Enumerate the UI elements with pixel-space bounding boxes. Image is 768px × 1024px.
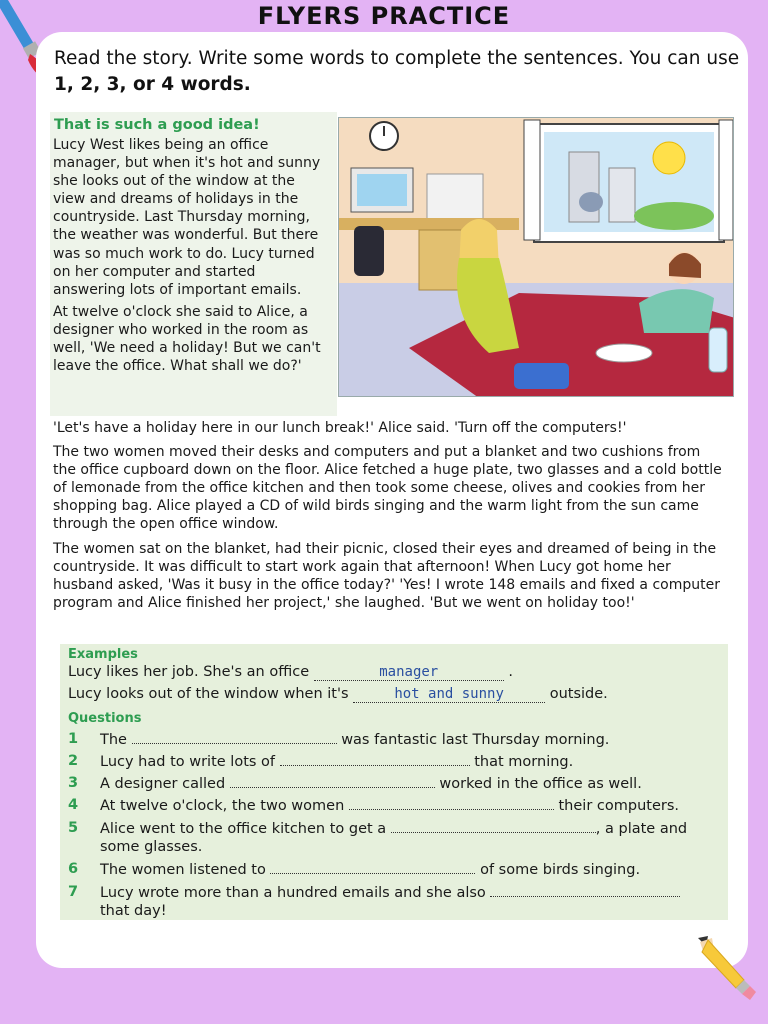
question-4-number: 4 (68, 797, 79, 813)
question-3-number: 3 (68, 775, 79, 791)
question-1-blank[interactable] (132, 731, 337, 744)
question-3-blank[interactable] (230, 775, 435, 788)
instructions-text: Read the story. Write some words to complete the sentences. You can use (54, 48, 740, 69)
story-paragraph-2: At twelve o'clock she said to Alice, a designer who worked in the room as well, 'We need a holiday! But we can't leave the office. What shall we do?' (53, 303, 321, 375)
question-7 (100, 884, 680, 901)
question-4-blank[interactable] (349, 797, 554, 810)
example-2-end: outside. (549, 686, 608, 702)
question-1 (100, 731, 609, 748)
question-7-number: 7 (68, 884, 79, 900)
example-1-answer: manager (314, 664, 504, 681)
question-4-after: their computers. (558, 798, 679, 814)
question-4-before: At twelve o'clock, the two women (100, 798, 345, 814)
question-6-number: 6 (68, 861, 79, 877)
question-6-after: of some birds singing. (480, 862, 641, 878)
story-paragraph-3: 'Let's have a holiday here in our lunch break!' Alice said. 'Turn off the computers!' (53, 420, 627, 436)
story-intro (53, 136, 328, 379)
question-6-blank[interactable] (270, 861, 475, 874)
question-1-before: The (100, 732, 127, 748)
question-5-blank[interactable] (391, 820, 596, 833)
question-5-number: 5 (68, 820, 79, 836)
example-2 (68, 686, 608, 703)
example-2-answer: hot and sunny (353, 686, 545, 703)
question-5-line2: some glasses. (100, 839, 203, 855)
example-1-end: . (508, 664, 513, 680)
instructions-bold: 1, 2, 3, or 4 words. (54, 74, 251, 95)
question-2 (100, 753, 573, 770)
question-3-after: worked in the office as well. (439, 776, 642, 792)
question-2-number: 2 (68, 753, 79, 769)
instructions (54, 46, 744, 98)
example-1 (68, 664, 513, 681)
story-paragraph-5: The women sat on the blanket, had their picnic, closed their eyes and dreamed of being in the countryside. It was difficult to start work again that afternoon! When Lucy got home her husband asked, 'Was it busy in the office today?' 'Yes! I wrote 148 emails and fixed a computer program and Alice finished her project,' she laughed. 'But we went on holiday too!' (53, 540, 720, 611)
question-5-before: Alice went to the office kitchen to get a (100, 821, 387, 837)
question-6-before: The women listened to (100, 862, 266, 878)
question-5 (100, 820, 687, 837)
questions-label: Questions (68, 711, 142, 726)
question-2-blank[interactable] (280, 753, 470, 766)
example-1-text: Lucy likes her job. She's an office (68, 664, 310, 680)
pencil-icon (694, 934, 758, 1004)
story-paragraph-4: The two women moved their desks and computers and put a blanket and two cushions from the office cupboard down on the floor. Alice fetched a huge plate, two glasses and a cold bottle of lemonade from the office kitchen and then took some cheese, olives and cookies from her shopping bag. Alice played a CD of wild birds singing and the warm light from the sun came through the open office window. (53, 444, 722, 533)
question-4 (100, 797, 679, 814)
office-picnic-illustration (339, 118, 734, 397)
story-illustration (338, 117, 734, 397)
question-3-before: A designer called (100, 776, 226, 792)
question-7-line2: that day! (100, 903, 167, 919)
page-title: FLYERS PRACTICE (257, 2, 511, 30)
story-title: That is such a good idea! (54, 117, 260, 133)
question-2-before: Lucy had to write lots of (100, 754, 276, 770)
question-5-after: , a plate and (595, 821, 688, 837)
question-2-after: that morning. (474, 754, 574, 770)
story-paragraph-1: Lucy West likes being an office manager, but when it's hot and sunny she looks out of the window at the view and dreams of holidays in the countryside. Last Thursday morning, the weather was wonderful. But there was so much work to do. Lucy turned on her computer and started answering lots of important emails. (53, 137, 321, 298)
story-continuation (53, 419, 723, 618)
example-2-text: Lucy looks out of the window when it's (68, 686, 349, 702)
examples-label: Examples (68, 647, 138, 662)
question-7-blank[interactable] (490, 884, 680, 897)
question-6 (100, 861, 640, 878)
question-3 (100, 775, 642, 792)
question-7-before: Lucy wrote more than a hundred emails and she also (100, 885, 486, 901)
question-1-number: 1 (68, 731, 79, 747)
question-1-after: was fantastic last Thursday morning. (341, 732, 610, 748)
